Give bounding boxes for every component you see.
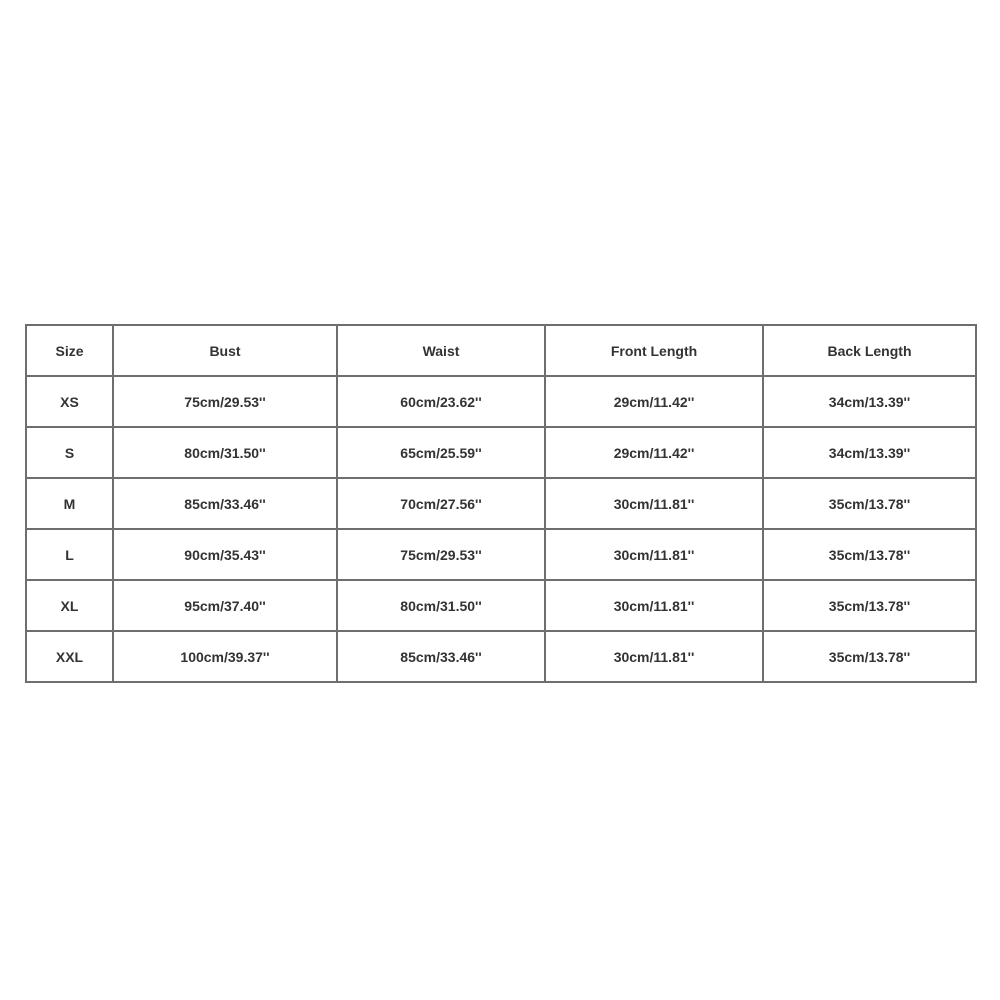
cell-front-length: 29cm/11.42'': [545, 376, 763, 427]
header-front-length: Front Length: [545, 325, 763, 376]
table-header-row: [26, 325, 976, 376]
cell-size: S: [26, 427, 113, 478]
cell-front-length: 30cm/11.81'': [545, 478, 763, 529]
cell-size: XS: [26, 376, 113, 427]
cell-bust: 95cm/37.40'': [113, 580, 337, 631]
cell-front-length: 29cm/11.42'': [545, 427, 763, 478]
header-back-length: Back Length: [763, 325, 976, 376]
header-bust: Bust: [113, 325, 337, 376]
cell-front-length: 30cm/11.81'': [545, 631, 763, 682]
cell-size: XL: [26, 580, 113, 631]
header-waist: Waist: [337, 325, 545, 376]
cell-bust: 85cm/33.46'': [113, 478, 337, 529]
cell-back-length: 35cm/13.78'': [763, 529, 976, 580]
cell-front-length: 30cm/11.81'': [545, 580, 763, 631]
cell-back-length: 34cm/13.39'': [763, 427, 976, 478]
cell-waist: 85cm/33.46'': [337, 631, 545, 682]
cell-bust: 90cm/35.43'': [113, 529, 337, 580]
table-row: [26, 580, 976, 631]
cell-back-length: 35cm/13.78'': [763, 478, 976, 529]
table-row: [26, 376, 976, 427]
table-row: [26, 631, 976, 682]
cell-back-length: 35cm/13.78'': [763, 580, 976, 631]
header-size: Size: [26, 325, 113, 376]
cell-bust: 100cm/39.37'': [113, 631, 337, 682]
cell-size: M: [26, 478, 113, 529]
cell-waist: 65cm/25.59'': [337, 427, 545, 478]
cell-waist: 70cm/27.56'': [337, 478, 545, 529]
cell-waist: 60cm/23.62'': [337, 376, 545, 427]
table-row: [26, 427, 976, 478]
cell-front-length: 30cm/11.81'': [545, 529, 763, 580]
cell-bust: 75cm/29.53'': [113, 376, 337, 427]
table-row: [26, 478, 976, 529]
table-row: [26, 529, 976, 580]
cell-bust: 80cm/31.50'': [113, 427, 337, 478]
cell-size: L: [26, 529, 113, 580]
cell-waist: 75cm/29.53'': [337, 529, 545, 580]
cell-size: XXL: [26, 631, 113, 682]
cell-back-length: 34cm/13.39'': [763, 376, 976, 427]
cell-waist: 80cm/31.50'': [337, 580, 545, 631]
cell-back-length: 35cm/13.78'': [763, 631, 976, 682]
size-chart-table: [25, 324, 977, 683]
